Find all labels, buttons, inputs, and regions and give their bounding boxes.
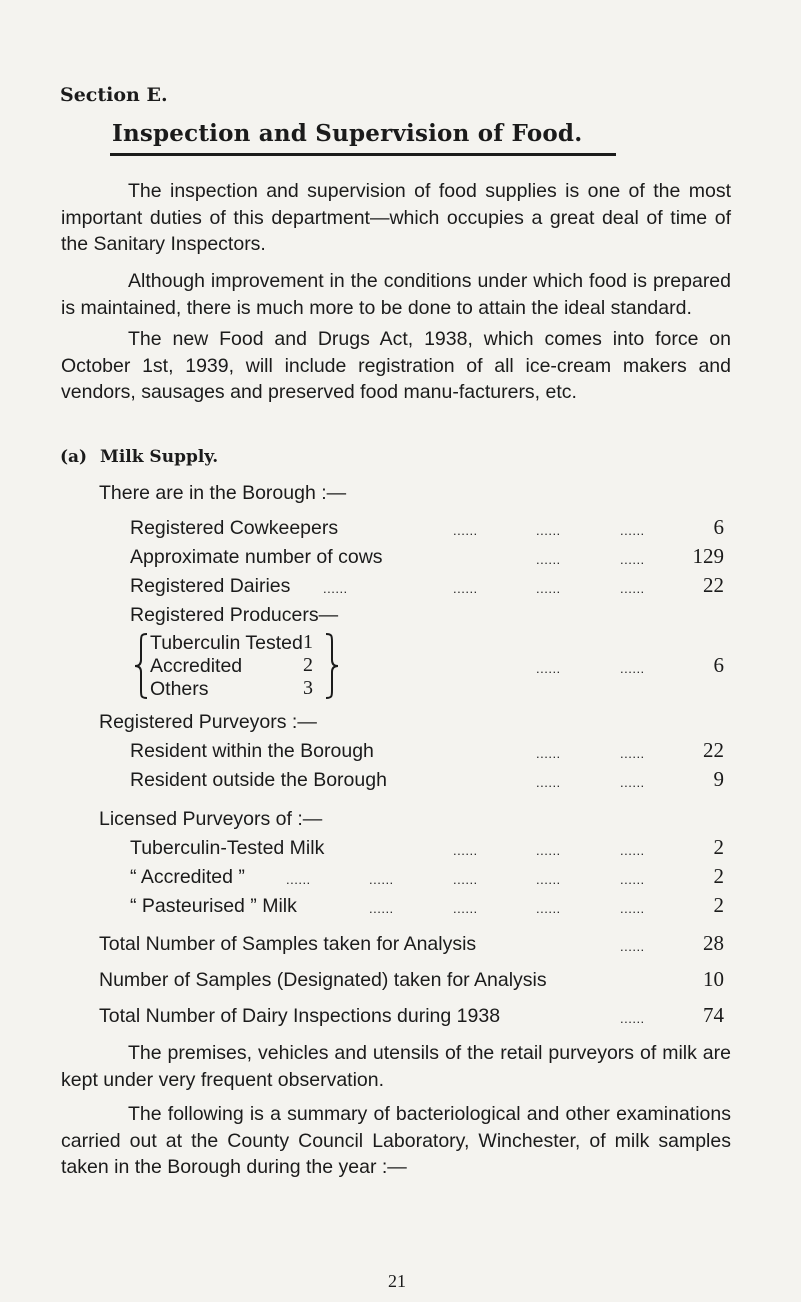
leader-dots: ...... bbox=[620, 901, 645, 916]
producers-value: 6 bbox=[713, 653, 724, 677]
leader-dots: ...... bbox=[369, 872, 394, 887]
producer-others-label: Others bbox=[150, 678, 209, 700]
leader-dots: ...... bbox=[536, 775, 561, 790]
leader-dots: ...... bbox=[620, 872, 645, 887]
licensed-accredited-value: 2 bbox=[713, 864, 724, 888]
item-value-cows: 129 bbox=[692, 544, 724, 568]
item-value-dairies: 22 bbox=[703, 573, 724, 597]
paragraph-food-drugs-act: The new Food and Drugs Act, 1938, which comes into force on October 1st, 1939, will include registration of all ice-cream makers and vendors, sausages and preserved food manu-facturers, etc. bbox=[61, 328, 731, 403]
leader-dots: ...... bbox=[620, 552, 645, 567]
leader-dots: ...... bbox=[453, 901, 478, 916]
leader-dots: ...... bbox=[536, 552, 561, 567]
leader-dots: ...... bbox=[536, 901, 561, 916]
right-brace bbox=[324, 632, 340, 700]
total-samples-label: Total Number of Samples taken for Analysis bbox=[99, 933, 477, 955]
leader-dots: ...... bbox=[536, 872, 561, 887]
item-label-dairies: Registered Dairies bbox=[130, 575, 291, 597]
licensed-accredited-label: “ Accredited ” bbox=[130, 866, 245, 888]
licensed-pasteurised-value: 2 bbox=[713, 893, 724, 917]
borough-intro: There are in the Borough :— bbox=[99, 482, 347, 504]
leader-dots: ...... bbox=[620, 775, 645, 790]
subsection-title: Milk Supply. bbox=[100, 447, 219, 467]
leader-dots: ...... bbox=[453, 872, 478, 887]
designated-samples-value: 10 bbox=[703, 967, 724, 991]
leader-dots: ...... bbox=[620, 1011, 645, 1026]
leader-dots: ...... bbox=[620, 581, 645, 596]
producers-label: Registered Producers— bbox=[130, 604, 339, 626]
purveyors-label: Registered Purveyors :— bbox=[99, 711, 317, 733]
licensed-label: Licensed Purveyors of :— bbox=[99, 808, 323, 830]
producer-others-num: 3 bbox=[303, 677, 313, 699]
licensed-tuberculin-value: 2 bbox=[713, 835, 724, 859]
page-number: 21 bbox=[388, 1271, 406, 1291]
producer-accredited-label: Accredited bbox=[150, 655, 243, 677]
paragraph-summary: The following is a summary of bacteriological and other examinations carried out at the County Council Laboratory, Winchester, of milk samples taken in the Borough during the year :— bbox=[61, 1103, 731, 1178]
purveyor-resident-outside-value: 9 bbox=[713, 767, 724, 791]
leader-dots: ...... bbox=[536, 843, 561, 858]
milk-supply-heading bbox=[60, 447, 218, 467]
item-label-cows: Approximate number of cows bbox=[130, 546, 383, 568]
leader-dots: ...... bbox=[453, 581, 478, 596]
item-value-cowkeepers: 6 bbox=[713, 515, 724, 539]
paragraph-intro: The inspection and supervision of food supplies is one of the most important duties of this department—which occupies a great deal of time of the Sanitary Inspectors. bbox=[61, 180, 731, 255]
licensed-pasteurised-label: “ Pasteurised ” Milk bbox=[130, 895, 297, 917]
page-title: Inspection and Supervision of Food. bbox=[112, 120, 583, 147]
leader-dots: ...... bbox=[536, 523, 561, 538]
paragraph-premises: The premises, vehicles and utensils of the retail purveyors of milk are kept under very frequent observation. bbox=[61, 1042, 731, 1091]
leader-dots: ...... bbox=[620, 939, 645, 954]
purveyor-resident-within-value: 22 bbox=[703, 738, 724, 762]
left-brace bbox=[133, 632, 149, 700]
producer-tuberculin-label: Tuberculin Tested bbox=[150, 632, 303, 654]
subsection-label: (a) bbox=[60, 447, 88, 467]
leader-dots: ...... bbox=[369, 901, 394, 916]
total-samples-value: 28 bbox=[703, 931, 724, 955]
designated-samples-label: Number of Samples (Designated) taken for Analysis bbox=[99, 969, 547, 991]
dairy-inspections-label: Total Number of Dairy Inspections during 1938 bbox=[99, 1005, 501, 1027]
leader-dots: ...... bbox=[323, 581, 348, 596]
title-underline bbox=[110, 153, 616, 156]
section-label: Section E. bbox=[60, 84, 168, 106]
leader-dots: ...... bbox=[286, 872, 311, 887]
leader-dots: ...... bbox=[536, 746, 561, 761]
purveyor-resident-within-label: Resident within the Borough bbox=[130, 740, 374, 762]
leader-dots: ...... bbox=[453, 523, 478, 538]
leader-dots: ...... bbox=[620, 661, 645, 676]
leader-dots: ...... bbox=[620, 523, 645, 538]
licensed-tuberculin-label: Tuberculin-Tested Milk bbox=[130, 837, 325, 859]
leader-dots: ...... bbox=[453, 843, 478, 858]
dairy-inspections-value: 74 bbox=[703, 1003, 724, 1027]
item-label-cowkeepers: Registered Cowkeepers bbox=[130, 517, 339, 539]
leader-dots: ...... bbox=[536, 661, 561, 676]
producer-accredited-num: 2 bbox=[303, 654, 313, 676]
leader-dots: ...... bbox=[620, 746, 645, 761]
leader-dots: ...... bbox=[620, 843, 645, 858]
producer-tuberculin-num: 1 bbox=[303, 631, 313, 653]
purveyor-resident-outside-label: Resident outside the Borough bbox=[130, 769, 387, 791]
paragraph-improvement: Although improvement in the conditions under which food is prepared is maintained, there is much more to be done to attain the ideal standard. bbox=[61, 270, 731, 319]
leader-dots: ...... bbox=[536, 581, 561, 596]
